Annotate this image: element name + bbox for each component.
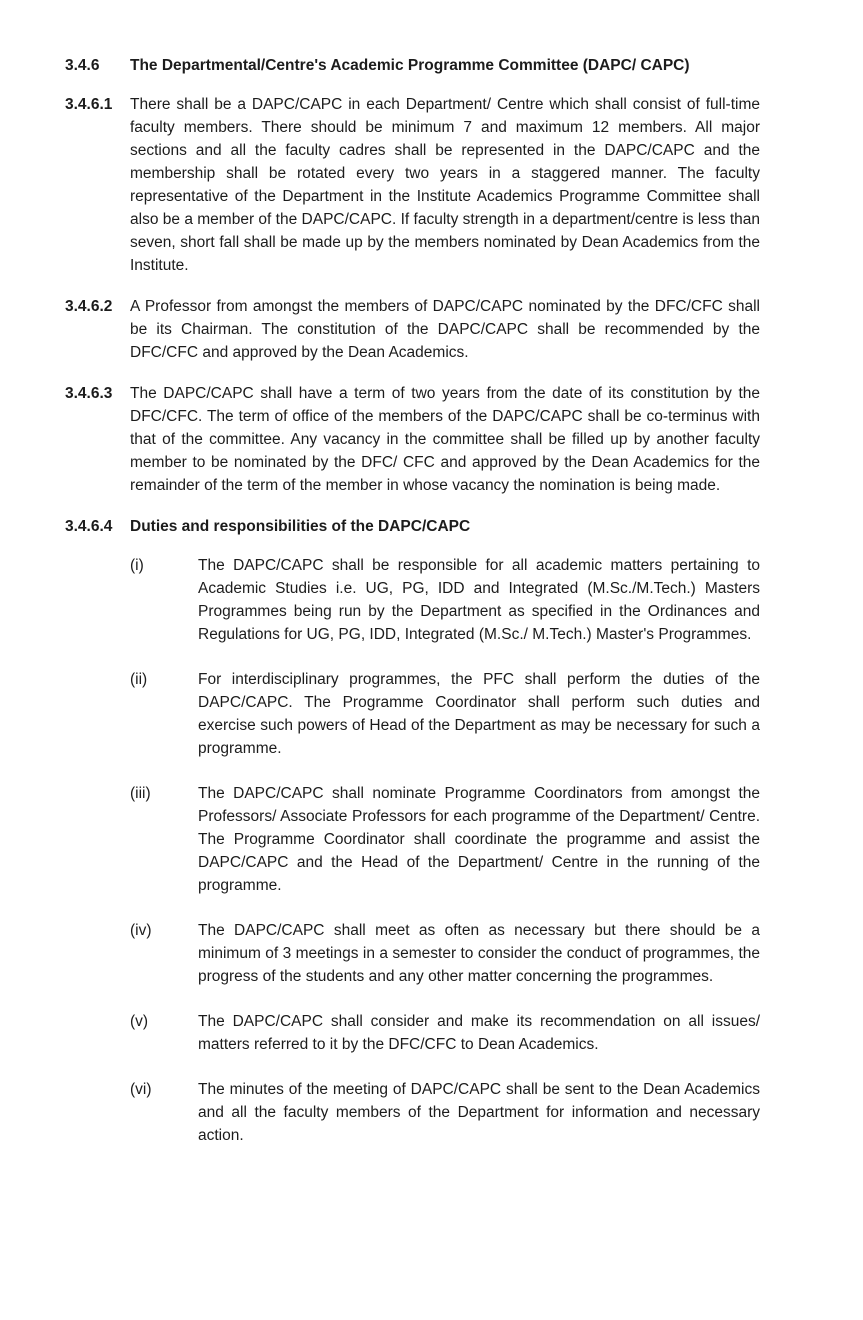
list-item-marker: (v) — [130, 1013, 149, 1030]
paragraph-text: A Professor from amongst the members of DAPC/CAPC nominated by the DFC/CFC shall be its Chairman. The constitution of the DAPC/CAPC shall be recommended by the DFC/CFC and approved by the Dean Academics. — [130, 298, 760, 361]
list-item-text: The minutes of the meeting of DAPC/CAPC shall be sent to the Dean Academics and all the faculty members of the Department for information and necessary action. — [198, 1081, 760, 1144]
list-item-iii — [130, 782, 760, 897]
paragraph-text: The DAPC/CAPC shall have a term of two years from the date of its constitution by the DFC/CFC. The term of office of the members of the DAPC/CAPC shall be co-terminus with that of the committee. Any vacancy in the committee shall be filled up by another faculty member to be nominated by the DFC/ CFC and approved by the Dean Academics for the remainder of the term of the member in whose vacancy the nomination is being made. — [130, 385, 760, 494]
paragraph-3-4-6-2 — [65, 295, 760, 364]
list-item-marker: (iv) — [130, 922, 152, 939]
list-item-vi — [130, 1078, 760, 1147]
paragraph-number: 3.4.6.2 — [65, 298, 113, 315]
list-item-iv — [130, 919, 760, 988]
paragraph-number: 3.4.6.3 — [65, 385, 113, 402]
section-title: The Departmental/Centre's Academic Programme Committee (DAPC/ CAPC) — [130, 57, 690, 74]
list-item-v — [130, 1010, 760, 1056]
list-item-text: The DAPC/CAPC shall meet as often as necessary but there should be a minimum of 3 meetings in a semester to consider the conduct of programmes, the progress of the students and any other matter concerning the programmes. — [198, 922, 760, 985]
list-item-marker: (i) — [130, 557, 144, 574]
paragraph-3-4-6-1 — [65, 93, 760, 277]
list-item-text: The DAPC/CAPC shall be responsible for all academic matters pertaining to Academic Studies i.e. UG, PG, IDD and Integrated (M.Sc./M.Tech.) Masters Programmes being run by the Department as specified in the Ordinances and Regulations for UG, PG, IDD, Integrated (M.Sc./ M.Tech.) Master's Programmes. — [198, 557, 760, 643]
subsection-number: 3.4.6.4 — [65, 518, 113, 535]
subsection-title: Duties and responsibilities of the DAPC/CAPC — [130, 518, 471, 535]
section-heading — [65, 54, 760, 77]
list-item-marker: (ii) — [130, 671, 148, 688]
list-item-marker: (vi) — [130, 1081, 152, 1098]
list-item-i — [130, 554, 760, 646]
list-item-text: For interdisciplinary programmes, the PFC shall perform the duties of the DAPC/CAPC. The Programme Coordinator shall perform such duties and exercise such powers of Head of the Department as may be necessary for such a programme. — [198, 671, 760, 757]
list-item-text: The DAPC/CAPC shall nominate Programme Coordinators from amongst the Professors/ Associate Professors for each programme of the Department/ Centre. The Programme Coordinator shall coordinate the programme and assist the DAPC/CAPC and the Head of the Department/ Centre in the running of the programme. — [198, 785, 760, 894]
paragraph-3-4-6-3 — [65, 382, 760, 497]
list-item-marker: (iii) — [130, 785, 151, 802]
section-number: 3.4.6 — [65, 57, 100, 74]
list-item-text: The DAPC/CAPC shall consider and make its recommendation on all issues/ matters referred to it by the DFC/CFC to Dean Academics. — [198, 1013, 760, 1053]
subsection-heading — [65, 515, 760, 538]
list-item-ii — [130, 668, 760, 760]
paragraph-text: There shall be a DAPC/CAPC in each Department/ Centre which shall consist of full-time faculty members. There should be minimum 7 and maximum 12 members. All major sections and all the faculty cadres shall be represented in the DAPC/CAPC and the membership shall be rotated every two years in a staggered manner. The faculty representative of the Department in the Institute Academics Programme Committee shall also be a member of the DAPC/CAPC. If faculty strength in a department/centre is less than seven, short fall shall be made up by the members nominated by Dean Academics from the Institute. — [130, 96, 760, 274]
paragraph-number: 3.4.6.1 — [65, 96, 113, 113]
